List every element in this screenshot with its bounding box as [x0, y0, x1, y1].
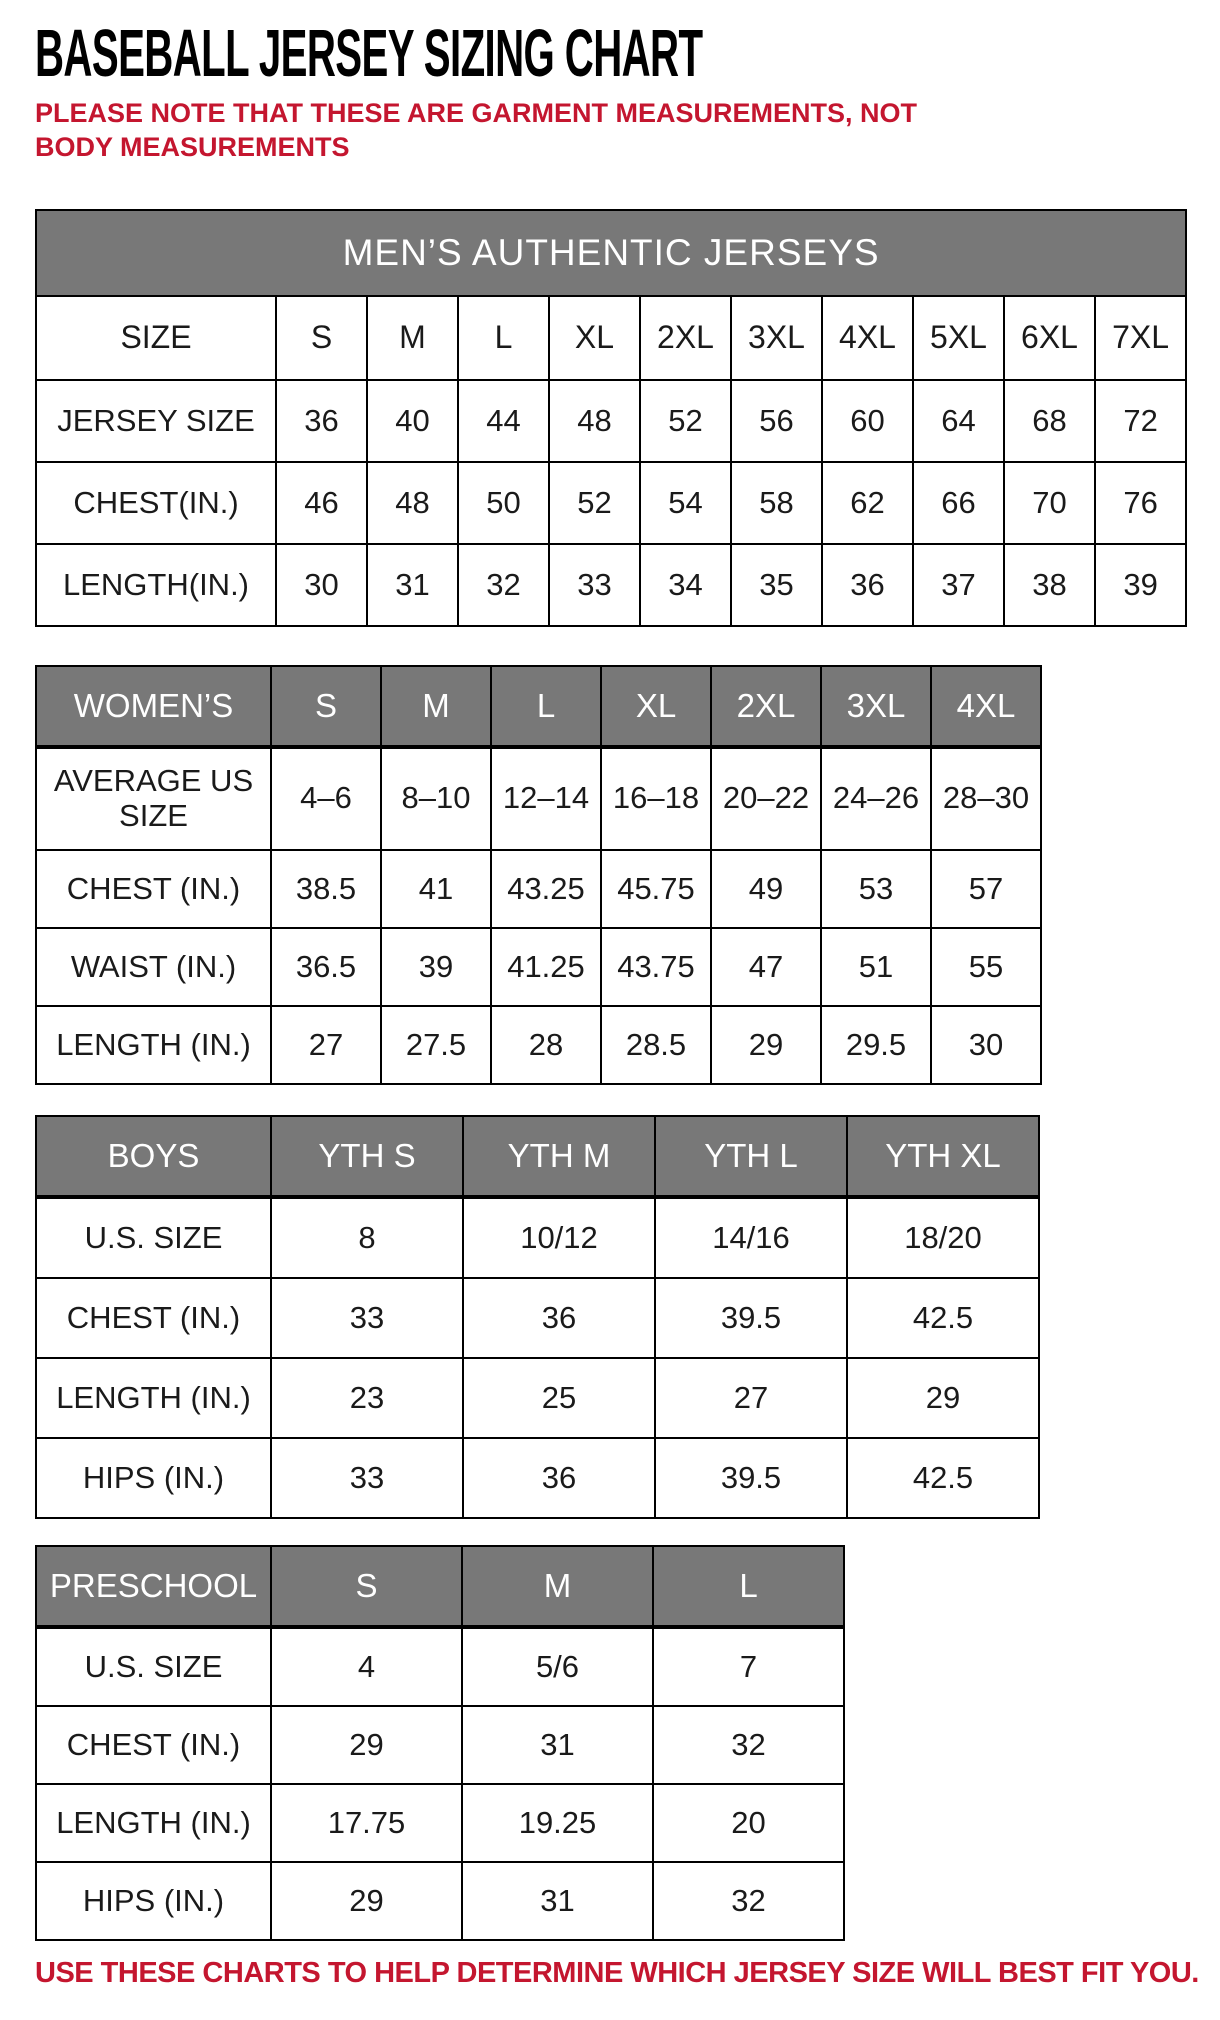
table-row — [36, 747, 1041, 850]
measurement-row-label: LENGTH (IN.) — [36, 1006, 271, 1084]
measurement-value-cell: 7 — [653, 1627, 844, 1706]
measurement-value-cell: 48 — [549, 380, 640, 462]
size-column-header: S — [271, 666, 381, 747]
table-corner-label: SIZE — [36, 296, 276, 380]
measurement-value-cell: 39 — [381, 928, 491, 1006]
measurement-value-cell: 43.25 — [491, 850, 601, 928]
measurement-value-cell: 52 — [640, 380, 731, 462]
table-row — [36, 210, 1186, 296]
measurement-value-cell: 32 — [653, 1706, 844, 1784]
measurement-value-cell: 10/12 — [463, 1197, 655, 1278]
preschool-sizing-table — [35, 1545, 845, 1941]
measurement-value-cell: 46 — [276, 462, 367, 544]
size-column-header: M — [462, 1546, 653, 1627]
measurement-value-cell: 56 — [731, 380, 822, 462]
measurement-value-cell: 29 — [271, 1862, 462, 1940]
table-row — [36, 1116, 1039, 1197]
table-row — [36, 1546, 844, 1627]
measurement-value-cell: 41 — [381, 850, 491, 928]
measurement-value-cell: 70 — [1004, 462, 1095, 544]
boys-sizing-table — [35, 1115, 1040, 1519]
measurement-value-cell: 20 — [653, 1784, 844, 1862]
measurement-value-cell: 58 — [731, 462, 822, 544]
measurement-value-cell: 47 — [711, 928, 821, 1006]
measurement-value-cell: 34 — [640, 544, 731, 626]
size-column-header: XL — [549, 296, 640, 380]
table-row — [36, 1784, 844, 1862]
size-column-header: YTH L — [655, 1116, 847, 1197]
table-corner-label: BOYS — [36, 1116, 271, 1197]
measurement-row-label: U.S. SIZE — [36, 1197, 271, 1278]
measurement-value-cell: 55 — [931, 928, 1041, 1006]
measurement-value-cell: 31 — [367, 544, 458, 626]
table-row — [36, 1627, 844, 1706]
table-row — [36, 1006, 1041, 1084]
measurement-value-cell: 29 — [271, 1706, 462, 1784]
measurement-value-cell: 33 — [271, 1278, 463, 1358]
measurement-value-cell: 31 — [462, 1706, 653, 1784]
page-title: BASEBALL JERSEY SIZING CHART — [35, 16, 703, 91]
size-column-header: YTH M — [463, 1116, 655, 1197]
measurement-value-cell: 38.5 — [271, 850, 381, 928]
measurement-value-cell: 33 — [271, 1438, 463, 1518]
measurement-value-cell: 37 — [913, 544, 1004, 626]
measurement-value-cell: 49 — [711, 850, 821, 928]
measurement-value-cell: 41.25 — [491, 928, 601, 1006]
measurement-value-cell: 23 — [271, 1358, 463, 1438]
measurement-value-cell: 53 — [821, 850, 931, 928]
table-row — [36, 380, 1186, 462]
measurement-value-cell: 42.5 — [847, 1438, 1039, 1518]
measurement-value-cell: 36 — [463, 1438, 655, 1518]
measurement-value-cell: 27 — [655, 1358, 847, 1438]
measurement-value-cell: 64 — [913, 380, 1004, 462]
measurement-value-cell: 66 — [913, 462, 1004, 544]
measurement-value-cell: 72 — [1095, 380, 1186, 462]
size-column-header: S — [276, 296, 367, 380]
measurement-value-cell: 36 — [276, 380, 367, 462]
measurement-value-cell: 32 — [458, 544, 549, 626]
measurement-value-cell: 29.5 — [821, 1006, 931, 1084]
measurement-value-cell: 35 — [731, 544, 822, 626]
measurement-value-cell: 12–14 — [491, 747, 601, 850]
measurement-row-label: HIPS (IN.) — [36, 1438, 271, 1518]
size-column-header: 3XL — [821, 666, 931, 747]
size-column-header: 2XL — [640, 296, 731, 380]
measurement-value-cell: 68 — [1004, 380, 1095, 462]
measurement-value-cell: 27.5 — [381, 1006, 491, 1084]
measurement-value-cell: 5/6 — [462, 1627, 653, 1706]
size-column-header: L — [653, 1546, 844, 1627]
size-column-header: L — [491, 666, 601, 747]
table-row — [36, 1197, 1039, 1278]
mens-sizing-table — [35, 209, 1187, 627]
table-row — [36, 1438, 1039, 1518]
measurement-value-cell: 17.75 — [271, 1784, 462, 1862]
size-column-header: M — [381, 666, 491, 747]
measurement-value-cell: 29 — [847, 1358, 1039, 1438]
measurement-value-cell: 52 — [549, 462, 640, 544]
measurement-row-label: CHEST (IN.) — [36, 1706, 271, 1784]
table-corner-label: WOMEN’S — [36, 666, 271, 747]
size-column-header: 4XL — [822, 296, 913, 380]
measurement-value-cell: 4–6 — [271, 747, 381, 850]
measurement-row-label: WAIST (IN.) — [36, 928, 271, 1006]
measurement-value-cell: 50 — [458, 462, 549, 544]
table-row — [36, 1862, 844, 1940]
measurement-value-cell: 42.5 — [847, 1278, 1039, 1358]
size-column-header: L — [458, 296, 549, 380]
measurement-value-cell: 44 — [458, 380, 549, 462]
measurement-value-cell: 48 — [367, 462, 458, 544]
table-row — [36, 1706, 844, 1784]
size-column-header: 6XL — [1004, 296, 1095, 380]
size-column-header: 7XL — [1095, 296, 1186, 380]
measurement-value-cell: 18/20 — [847, 1197, 1039, 1278]
size-column-header: 5XL — [913, 296, 1004, 380]
measurement-row-label: LENGTH(IN.) — [36, 544, 276, 626]
measurement-value-cell: 76 — [1095, 462, 1186, 544]
measurement-value-cell: 30 — [276, 544, 367, 626]
measurement-value-cell: 30 — [931, 1006, 1041, 1084]
table-corner-label: PRESCHOOL — [36, 1546, 271, 1627]
measurement-value-cell: 45.75 — [601, 850, 711, 928]
measurement-row-label: U.S. SIZE — [36, 1627, 271, 1706]
table-row — [36, 296, 1186, 380]
table-row — [36, 544, 1186, 626]
measurement-value-cell: 16–18 — [601, 747, 711, 850]
measurement-row-label: LENGTH (IN.) — [36, 1358, 271, 1438]
measurement-value-cell: 38 — [1004, 544, 1095, 626]
garment-measurement-note: PLEASE NOTE THAT THESE ARE GARMENT MEASUREMENTS, NOT BODY MEASUREMENTS — [35, 98, 918, 162]
size-column-header: 2XL — [711, 666, 821, 747]
womens-sizing-table — [35, 665, 1042, 1085]
measurement-value-cell: 20–22 — [711, 747, 821, 850]
measurement-value-cell: 8–10 — [381, 747, 491, 850]
measurement-value-cell: 62 — [822, 462, 913, 544]
measurement-value-cell: 33 — [549, 544, 640, 626]
measurement-value-cell: 14/16 — [655, 1197, 847, 1278]
measurement-value-cell: 27 — [271, 1006, 381, 1084]
measurement-row-label: HIPS (IN.) — [36, 1862, 271, 1940]
measurement-row-label: JERSEY SIZE — [36, 380, 276, 462]
measurement-value-cell: 36 — [822, 544, 913, 626]
measurement-value-cell: 36.5 — [271, 928, 381, 1006]
size-column-header: YTH S — [271, 1116, 463, 1197]
table-row — [36, 462, 1186, 544]
table-row — [36, 928, 1041, 1006]
measurement-value-cell: 32 — [653, 1862, 844, 1940]
measurement-value-cell: 43.75 — [601, 928, 711, 1006]
measurement-value-cell: 39.5 — [655, 1438, 847, 1518]
measurement-row-label: AVERAGE US SIZE — [36, 747, 271, 850]
size-column-header: YTH XL — [847, 1116, 1039, 1197]
measurement-value-cell: 31 — [462, 1862, 653, 1940]
measurement-row-label: CHEST(IN.) — [36, 462, 276, 544]
table-row — [36, 666, 1041, 747]
size-column-header: 3XL — [731, 296, 822, 380]
measurement-row-label: CHEST (IN.) — [36, 850, 271, 928]
measurement-value-cell: 39.5 — [655, 1278, 847, 1358]
measurement-value-cell: 4 — [271, 1627, 462, 1706]
measurement-value-cell: 19.25 — [462, 1784, 653, 1862]
measurement-value-cell: 54 — [640, 462, 731, 544]
measurement-value-cell: 57 — [931, 850, 1041, 928]
measurement-row-label: CHEST (IN.) — [36, 1278, 271, 1358]
size-column-header: XL — [601, 666, 711, 747]
table-row — [36, 850, 1041, 928]
measurement-value-cell: 24–26 — [821, 747, 931, 850]
measurement-value-cell: 51 — [821, 928, 931, 1006]
size-column-header: M — [367, 296, 458, 380]
measurement-value-cell: 39 — [1095, 544, 1186, 626]
measurement-value-cell: 28.5 — [601, 1006, 711, 1084]
measurement-value-cell: 28 — [491, 1006, 601, 1084]
size-column-header: S — [271, 1546, 462, 1627]
measurement-value-cell: 40 — [367, 380, 458, 462]
measurement-value-cell: 25 — [463, 1358, 655, 1438]
size-column-header: 4XL — [931, 666, 1041, 747]
measurement-value-cell: 28–30 — [931, 747, 1041, 850]
measurement-value-cell: 29 — [711, 1006, 821, 1084]
measurement-value-cell: 36 — [463, 1278, 655, 1358]
measurement-row-label: LENGTH (IN.) — [36, 1784, 271, 1862]
measurement-value-cell: 60 — [822, 380, 913, 462]
measurement-value-cell: 8 — [271, 1197, 463, 1278]
fit-advice-footer: USE THESE CHARTS TO HELP DETERMINE WHICH JERSEY SIZE WILL BEST FIT YOU. — [35, 1956, 1199, 1989]
table-row — [36, 1278, 1039, 1358]
mens-banner: MEN’S AUTHENTIC JERSEYS — [36, 210, 1186, 296]
table-row — [36, 1358, 1039, 1438]
